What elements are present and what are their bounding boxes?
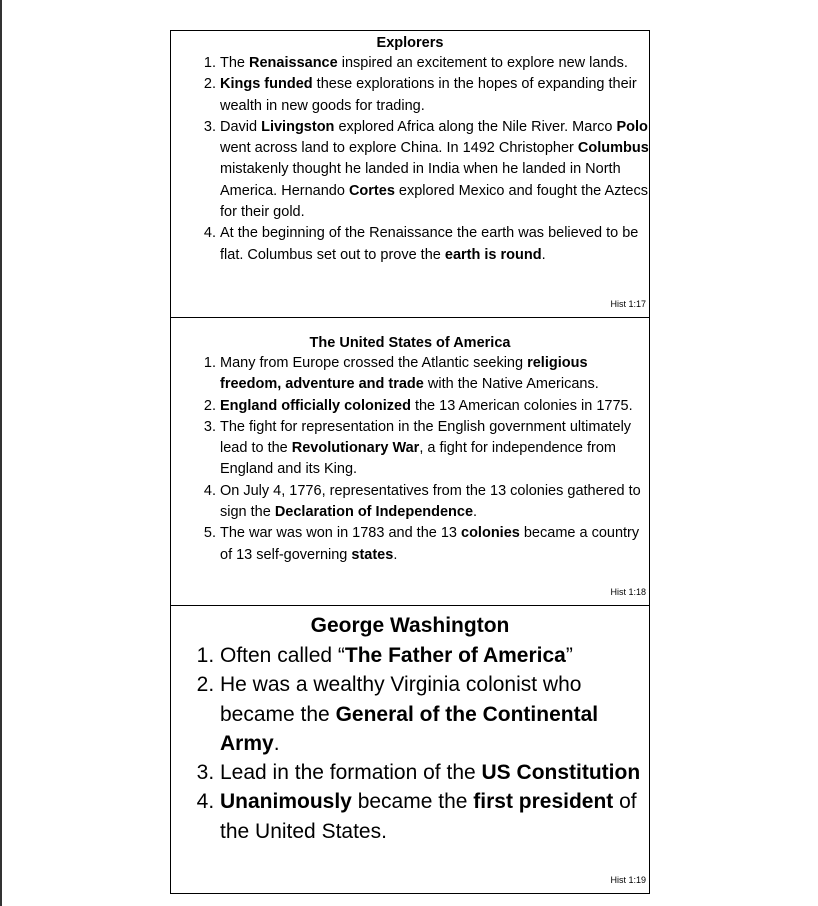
card-title: George Washington — [310, 614, 510, 637]
bold-term: Livingston — [261, 118, 335, 135]
card-footer: Hist 1:19 — [610, 875, 646, 885]
text-run: became a country of 13 self-governing — [220, 525, 640, 563]
list-item — [220, 670, 649, 758]
text-run: of the United States. — [220, 790, 637, 843]
text-run: David — [220, 118, 262, 135]
list-item — [220, 758, 649, 787]
text-run: with the Native Americans. — [423, 376, 599, 393]
list-item — [220, 353, 649, 396]
bold-term: Declaration of Independence — [274, 504, 474, 521]
text-run: He was a wealthy Virginia colonist who became the — [220, 673, 582, 726]
bold-term: Renaissance — [249, 55, 338, 71]
text-run: . — [541, 246, 546, 263]
bold-term: England officially colonized — [220, 397, 411, 414]
bold-term: Cortes — [348, 182, 395, 199]
text-run: , a fight for independence from England and its King. — [220, 440, 617, 478]
card-title: Explorers — [376, 35, 444, 51]
text-run: ” — [565, 644, 573, 667]
page-edge-bar — [0, 0, 2, 906]
bold-term: US Constitution — [481, 761, 641, 785]
card-footer: Hist 1:17 — [610, 299, 646, 309]
text-run: these explorations in the hopes of expanding their wealth in new goods for trading. — [220, 76, 637, 114]
list-item — [220, 74, 649, 117]
bold-term: Columbus — [577, 140, 649, 157]
list-item — [220, 396, 649, 417]
bold-term: Kings funded — [220, 76, 313, 93]
text-run: Many from Europe crossed the Atlantic seeking — [220, 355, 528, 371]
text-run: . — [273, 731, 280, 755]
text-run: The war was won in 1783 and the 13 — [220, 525, 462, 542]
text-run: became the — [351, 790, 474, 814]
list-item — [220, 641, 649, 670]
bold-term: The Father of America — [344, 644, 566, 667]
text-run: went across land to explore China. In 1492 Christopher — [220, 140, 578, 157]
text-run: inspired an excitement to explore new lands. — [337, 55, 628, 71]
text-run: mistakenly thought he landed in India when he landed in North America. Hernando — [220, 161, 621, 199]
card-list — [171, 53, 649, 266]
bold-term: Polo — [616, 118, 648, 135]
text-run: On July 4, 1776, representatives from the 13 colonies gathered to sign the — [220, 482, 641, 521]
text-run: explored Africa along the Nile River. Marco — [334, 118, 617, 135]
card-list — [171, 641, 649, 846]
text-run: Often called “ — [220, 644, 345, 667]
list-item — [220, 117, 649, 223]
text-run: . — [473, 504, 478, 521]
list-item — [220, 787, 649, 846]
list-item — [220, 223, 649, 266]
bold-term: first president — [473, 790, 614, 814]
card-george-washington — [170, 605, 650, 894]
bold-term: General of the Continental Army — [220, 702, 599, 755]
text-run: . — [393, 546, 398, 563]
card-title: The United States of America — [309, 335, 511, 351]
bold-term: Unanimously — [220, 790, 352, 814]
list-item — [220, 417, 649, 481]
card-explorers — [170, 30, 650, 318]
text-run: explored Mexico and fought the Aztecs for their gold. — [220, 182, 648, 221]
bold-term: colonies — [461, 525, 520, 542]
list-item — [220, 481, 649, 524]
card-united-states — [170, 317, 650, 606]
bold-term: religious freedom, adventure and trade — [220, 355, 588, 393]
text-run: The — [220, 55, 250, 71]
text-run: At the beginning of the Renaissance the earth was believed to be flat. Columbus set out to prove the — [220, 225, 639, 263]
card-list — [171, 353, 649, 566]
text-run: The fight for representation in the English government ultimately lead to the — [220, 418, 632, 457]
bold-term: earth is round — [444, 246, 542, 263]
bold-term: states — [351, 546, 394, 563]
text-run: the 13 American colonies in 1775. — [410, 397, 633, 414]
list-item — [220, 523, 649, 566]
text-run: Lead in the formation of the — [220, 761, 482, 785]
list-item — [220, 53, 649, 74]
bold-term: Revolutionary War — [291, 440, 420, 457]
card-footer: Hist 1:18 — [610, 587, 646, 597]
